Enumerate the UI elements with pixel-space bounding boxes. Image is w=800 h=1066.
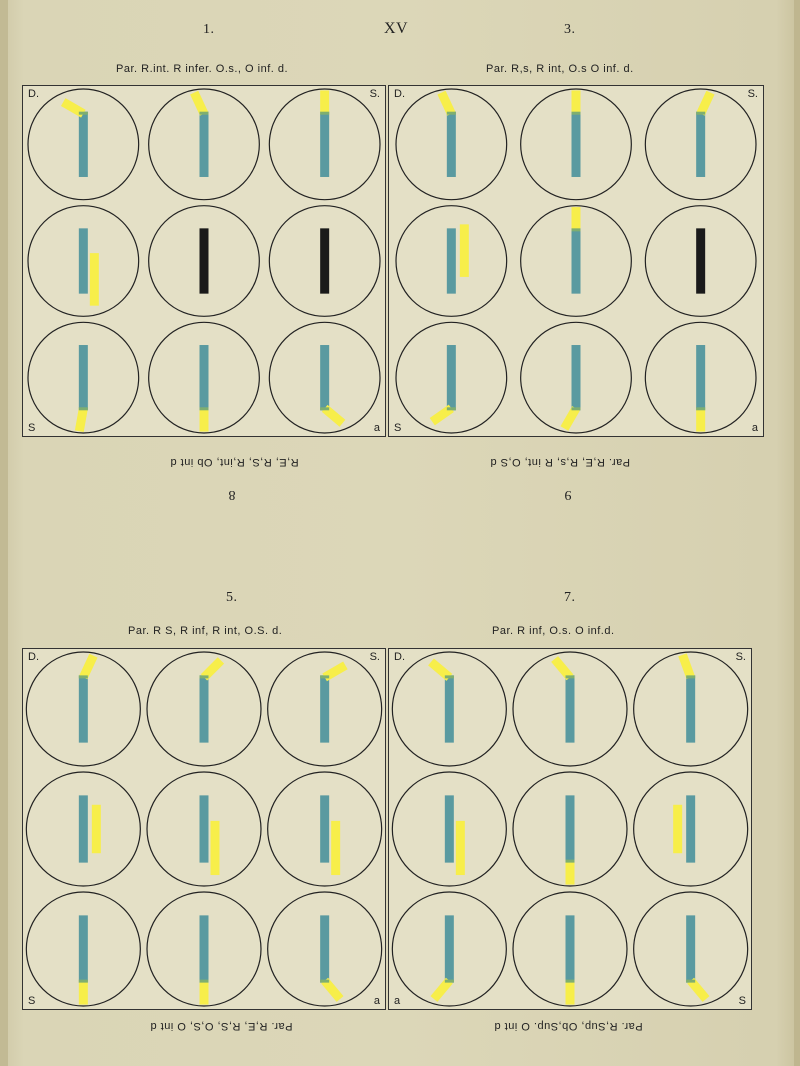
position-marker [75,408,88,432]
circle-cell [513,652,627,766]
circle-cell [149,206,260,317]
junction-mark [79,980,88,983]
fig1-diagram [23,86,385,436]
muscle-bar [320,915,329,982]
corner-label-a: a [394,995,401,1007]
junction-mark [445,980,454,983]
corner-label-s: S. [369,88,380,100]
muscle-bar [79,915,88,982]
corner-label-s: S. [735,651,746,663]
muscle-bar [79,675,88,742]
muscle-bar [445,675,454,742]
position-marker [79,981,88,1005]
figure-number-8: 8 [228,487,236,502]
position-marker [211,821,220,875]
junction-mark [320,675,329,678]
muscle-bar [445,795,454,862]
position-marker [673,805,682,853]
circle-cell [634,652,748,766]
muscle-bar [447,228,456,293]
circle-cell [645,322,756,433]
position-marker [566,981,575,1005]
circle-cell [268,772,382,886]
circle-cell [147,892,261,1006]
corner-label-d: D. [28,651,39,663]
muscle-bar [566,675,575,742]
circle-cell [392,772,506,886]
corner-label-d: D. [394,88,405,100]
junction-mark [572,112,581,115]
junction-mark [572,228,581,231]
junction-mark [320,112,329,115]
circle-cell [521,206,632,317]
panel-fig3 [388,85,764,437]
corner-label-s: S. [747,88,758,100]
junction-mark [79,112,88,115]
circle-cell [392,652,506,766]
muscle-bar [696,112,705,177]
corner-label-a: a [751,422,758,434]
circle-cell [396,322,507,433]
circle-cell [269,206,380,317]
muscle-bar [200,915,209,982]
junction-mark [696,407,705,410]
muscle-bar [686,915,695,982]
muscle-bar [320,228,329,293]
circle-cell [269,89,380,200]
figure-number-3: 3. [564,22,576,37]
circle-cell [521,322,632,433]
plate-number: XV [384,20,409,37]
muscle-bar [200,675,209,742]
muscle-bar [320,675,329,742]
corner-label-d: D. [394,651,405,663]
corner-label-s-lower: S [28,995,36,1007]
circle-cell [645,89,756,200]
circle-cell [147,652,261,766]
circle-cell [392,892,506,1006]
muscle-bar [572,112,581,177]
page-edge-left [0,0,8,1066]
circle-cell [28,89,139,200]
circle-cell [268,892,382,1006]
fig5-diagram [23,649,385,1009]
figure-number-7: 7. [564,590,576,605]
junction-mark [566,860,575,863]
junction-mark [686,675,695,678]
muscle-bar [572,228,581,293]
circle-cell [268,652,382,766]
corner-label-s-lower: S [28,422,36,434]
circle-cell [513,892,627,1006]
circle-cell [396,206,507,317]
corner-label-s: S. [369,651,380,663]
circle-cell [147,772,261,886]
circle-cell [26,772,140,886]
muscle-bar [696,228,705,293]
caption-fig5: Par. R S, R inf, R int, O.S. d. [128,625,283,637]
circle-cell [396,89,507,200]
circle-cell [521,89,632,200]
corner-label-s-lower: S [394,422,402,434]
caption-fig7: Par. R inf, O.s. O inf.d. [492,625,615,637]
panel-fig1 [22,85,386,437]
circle-cell [634,772,748,886]
junction-mark [566,675,575,678]
circle-cell [28,322,139,433]
position-marker [572,207,581,230]
position-marker [566,861,575,885]
muscle-bar [79,345,88,410]
muscle-bar [200,795,209,862]
position-marker [92,805,101,853]
junction-mark [445,675,454,678]
muscle-bar [566,795,575,862]
muscle-bar [447,345,456,410]
panel-fig7 [388,648,752,1010]
position-marker [320,90,329,113]
muscle-bar [320,112,329,177]
circle-cell [149,89,260,200]
position-marker [90,253,99,306]
junction-mark [200,112,209,115]
position-marker [460,224,469,277]
junction-mark [696,112,705,115]
circle-cell [634,892,748,1006]
muscle-bar [200,112,209,177]
position-marker [331,821,340,875]
panel-fig5 [22,648,386,1010]
muscle-bar [79,112,88,177]
junction-mark [686,980,695,983]
corner-label-d: D. [28,88,39,100]
circle-cell [26,652,140,766]
junction-mark [320,980,329,983]
circle-cell [28,206,139,317]
circle-cell [269,322,380,433]
figure-number-1: 1. [203,22,215,37]
circle-cell [513,772,627,886]
caption-fig3: Par. R,s, R int, O.s O inf. d. [486,63,634,75]
muscle-bar [320,795,329,862]
muscle-bar [566,915,575,982]
figure-number-5: 5. [226,590,238,605]
junction-mark [320,407,329,410]
muscle-bar [686,675,695,742]
corner-label-s-lower: S [738,995,746,1007]
junction-mark [200,407,209,410]
muscle-bar [686,795,695,862]
fig3-diagram [389,86,763,436]
figure-number-9: 9 [564,487,572,502]
circle-cell [149,322,260,433]
position-marker [456,821,465,875]
muscle-bar [696,345,705,410]
position-marker [678,653,695,679]
fig7-diagram [389,649,751,1009]
junction-mark [447,407,456,410]
circle-cell [26,892,140,1006]
junction-mark [200,675,209,678]
caption-fig1: Par. R.int. R infer. O.s., O inf. d. [116,63,289,75]
junction-mark [79,675,88,678]
junction-mark [566,980,575,983]
muscle-bar [572,345,581,410]
muscle-bar [447,112,456,177]
corner-label-a: a [373,422,380,434]
position-marker [200,408,209,431]
inverted-caption-fig2: R,E, R,S, R,int, Ob int d [170,456,299,468]
muscle-bar [200,228,209,293]
corner-label-a: a [373,995,380,1007]
junction-mark [447,112,456,115]
circle-cell [645,206,756,317]
inverted-caption-fig6: Par. R,E, R,S, O,S, O int d [150,1020,293,1032]
position-marker [200,981,209,1005]
muscle-bar [79,795,88,862]
junction-mark [200,980,209,983]
muscle-bar [445,915,454,982]
muscle-bar [79,228,88,293]
junction-mark [572,407,581,410]
inverted-caption-fig8: Par. R,Sup, Ob,Sup. O int d [494,1020,643,1032]
page-edge-right [794,0,800,1066]
inverted-caption-fig4: Par. R,E, R,s, R int, O,S d [490,456,631,468]
muscle-bar [320,345,329,410]
junction-mark [79,407,88,410]
position-marker [572,90,581,113]
position-marker [696,408,705,431]
muscle-bar [200,345,209,410]
